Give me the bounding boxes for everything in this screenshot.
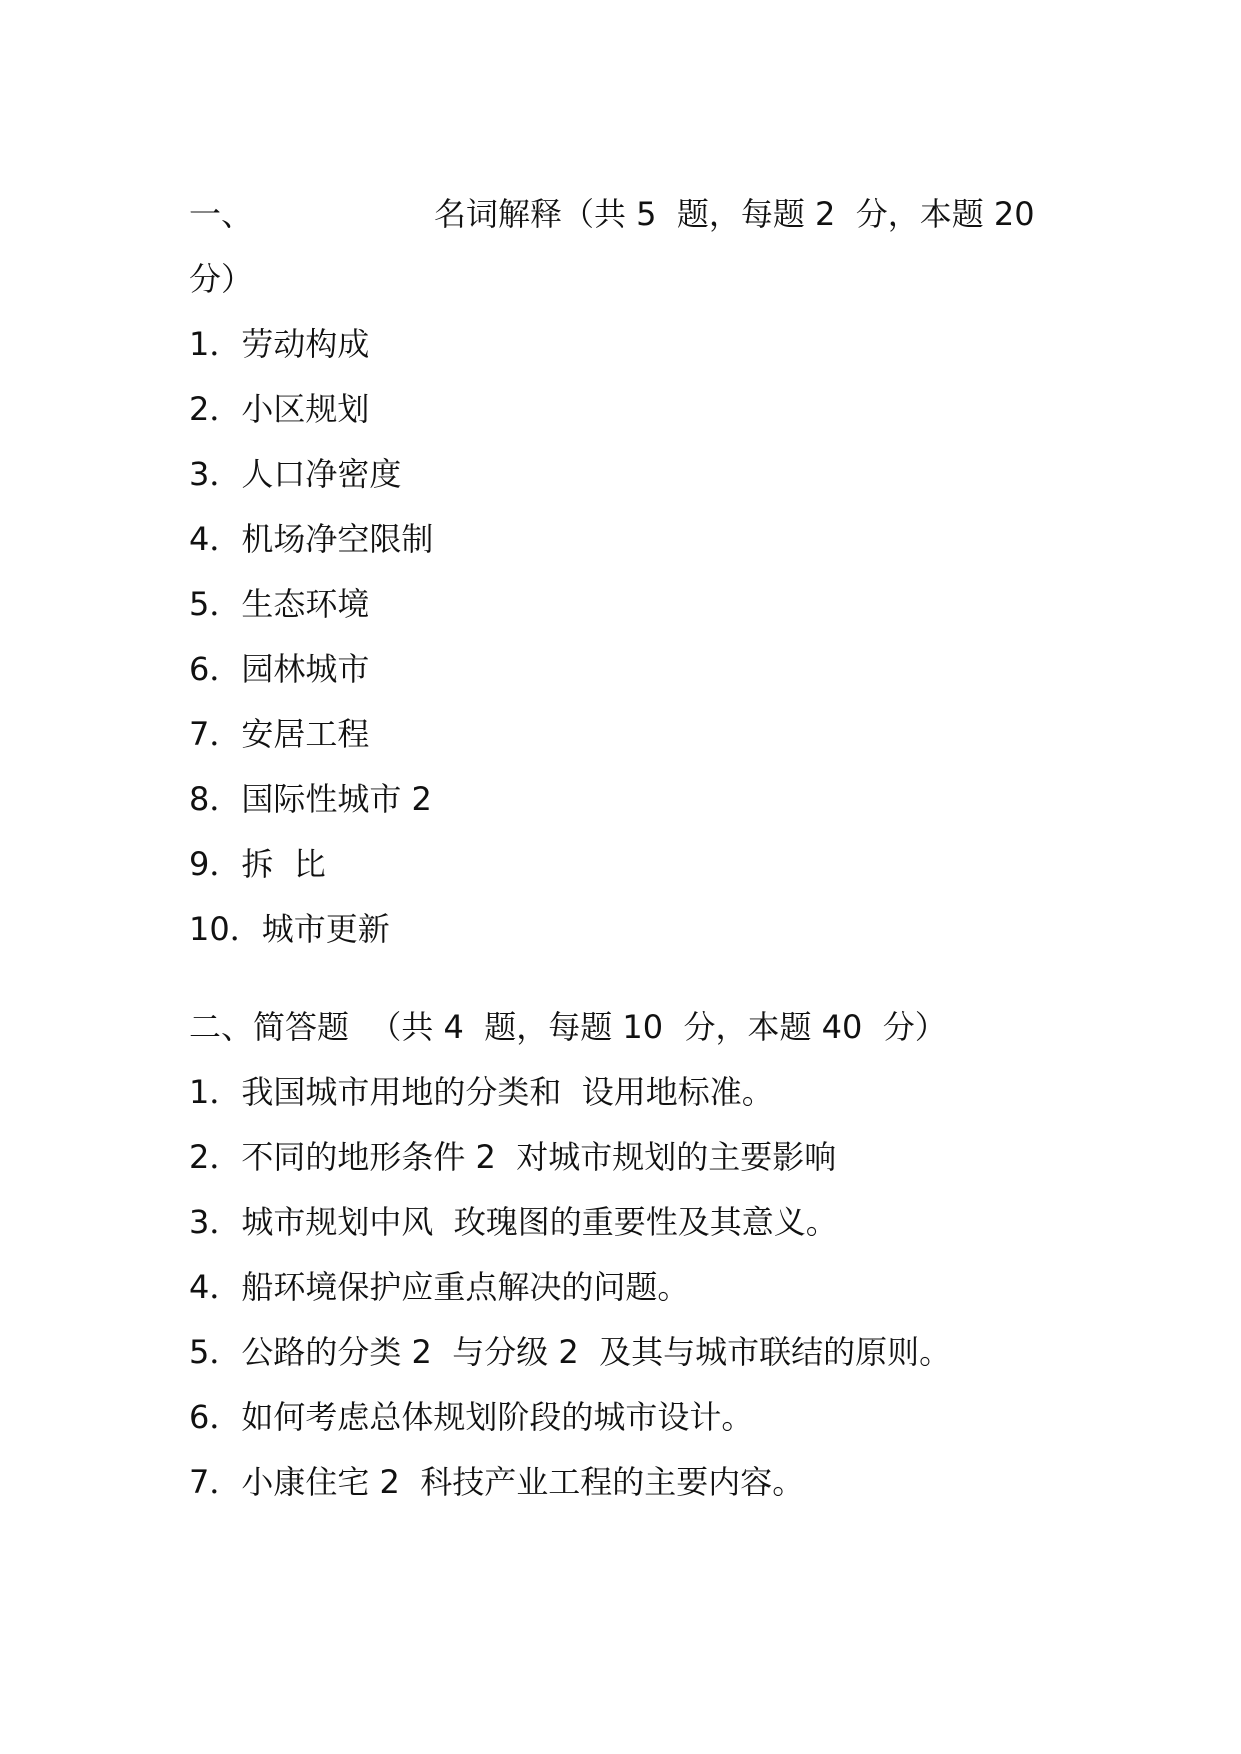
section1-item: 3．人口净密度 bbox=[189, 455, 402, 493]
section2-item: 3．城市规划中风 玫瑰图的重要性及其意义。 bbox=[189, 1203, 838, 1241]
section1-item: 4．机场净空限制 bbox=[189, 520, 434, 558]
section1-title-continued: 分） bbox=[189, 260, 254, 298]
section2-item: 4．船环境保护应重点解决的问题。 bbox=[189, 1268, 690, 1306]
section2-heading: 二、简答题 （共 4 题，每题 10 分，本题 40 分） bbox=[189, 1008, 947, 1046]
section1-item: 2．小区规划 bbox=[189, 390, 370, 428]
section1-item: 5．生态环境 bbox=[189, 585, 370, 623]
section2-item: 6．如何考虑总体规划阶段的城市设计。 bbox=[189, 1398, 754, 1436]
section1-item: 7．安居工程 bbox=[189, 715, 370, 753]
section1-item: 10．城市更新 bbox=[189, 910, 390, 948]
section1-title: 名词解释（共 5 题，每题 2 分，本题 20 bbox=[434, 195, 1035, 233]
section1-item: 1．劳动构成 bbox=[189, 325, 370, 363]
section2-item: 5．公路的分类 2 与分级 2 及其与城市联结的原则。 bbox=[189, 1333, 952, 1371]
section2-item: 1．我国城市用地的分类和 设用地标准。 bbox=[189, 1073, 774, 1111]
section1-item: 9．拆 比 bbox=[189, 845, 326, 883]
section1-item: 8．国际性城市 2 bbox=[189, 780, 432, 818]
section2-item: 7．小康住宅 2 科技产业工程的主要内容。 bbox=[189, 1463, 805, 1501]
section1-item: 6．园林城市 bbox=[189, 650, 370, 688]
section2-item: 2．不同的地形条件 2 对城市规划的主要影响 bbox=[189, 1138, 837, 1176]
section1-number: 一、 bbox=[189, 195, 254, 233]
